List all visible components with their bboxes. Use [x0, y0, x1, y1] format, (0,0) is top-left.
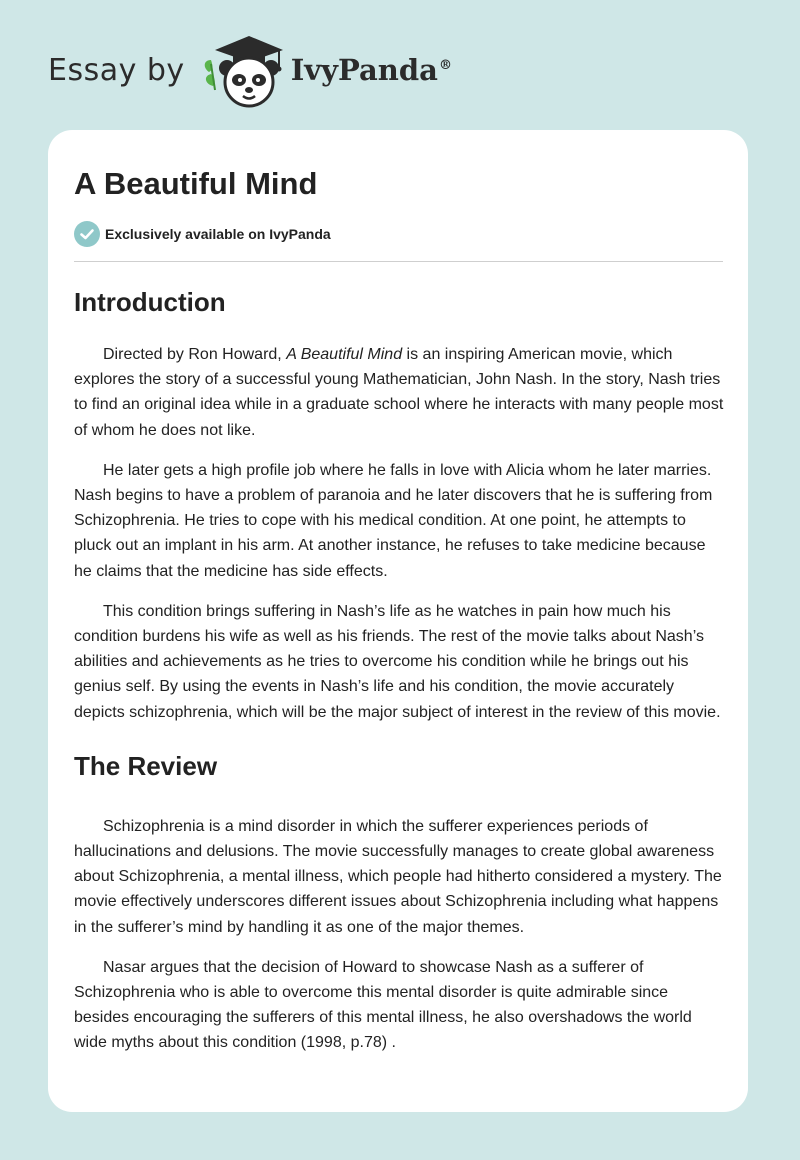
essay-card	[48, 130, 748, 1112]
paragraph: Directed by Ron Howard, A Beautiful Mind is an inspiring American movie, which explores the story of a successful young Mathematician, John Nash. In the story, Nash tries to find an original idea while in a graduate school where he interacts with many people most of whom he does not like.	[74, 346, 724, 439]
exclusive-badge	[74, 221, 331, 247]
brand-header[interactable]	[48, 30, 452, 110]
section-heading-introduction: Introduction	[74, 287, 226, 317]
paragraph: Nasar argues that the decision of Howard to showcase Nash as a sufferer of Schizophrenia who is able to overcome this mental disorder is quite admirable since besides encouraging the sufferers of this mental illness, he also overshadows the world wide myths about this condition (1998, p.78) .	[74, 958, 692, 1052]
paragraph: This condition brings suffering in Nash’s life as he watches in pain how much his condition burdens his wife as well as his friends. The rest of the movie talks about Nash’s abilities and achievements as he tries to overcome his condition while he brings out his genius self. By using the events in Nash’s life and his condition, the movie accurately depicts schizophrenia, which will be the major subject of interest in the review of this movie.	[74, 602, 721, 721]
page-title: A Beautiful Mind	[74, 166, 318, 201]
brand-name: IvyPanda®	[290, 53, 452, 87]
section-heading-review: The Review	[74, 750, 218, 781]
title-divider	[74, 261, 723, 262]
checkmark-circle-icon	[74, 221, 100, 247]
exclusive-badge-label: Exclusively available on IvyPanda	[105, 226, 331, 242]
brand-prefix: Essay by	[48, 52, 185, 88]
panda-graduate-icon	[199, 30, 289, 110]
paragraph: Schizophrenia is a mind disorder in which the sufferer experiences periods of hallucinations and delusions. The movie successfully manages to create global awareness about Schizophrenia, a mental illness, which people had hitherto considered a mystery. The movie effectively underscores different issues about Schizophrenia including what happens in the sufferer’s mind by handling it as one of the major themes.	[74, 817, 722, 936]
paragraph: He later gets a high profile job where he falls in love with Alicia whom he later marries. Nash begins to have a problem of paranoia and he later discovers that he is suffering from Schizophrenia. He tries to cope with his medical condition. At one point, he attempts to pluck out an implant in his arm. At another instance, he refuses to take medicine because he claims that the medicine has side effects.	[74, 461, 713, 580]
essay-body	[74, 276, 724, 1071]
